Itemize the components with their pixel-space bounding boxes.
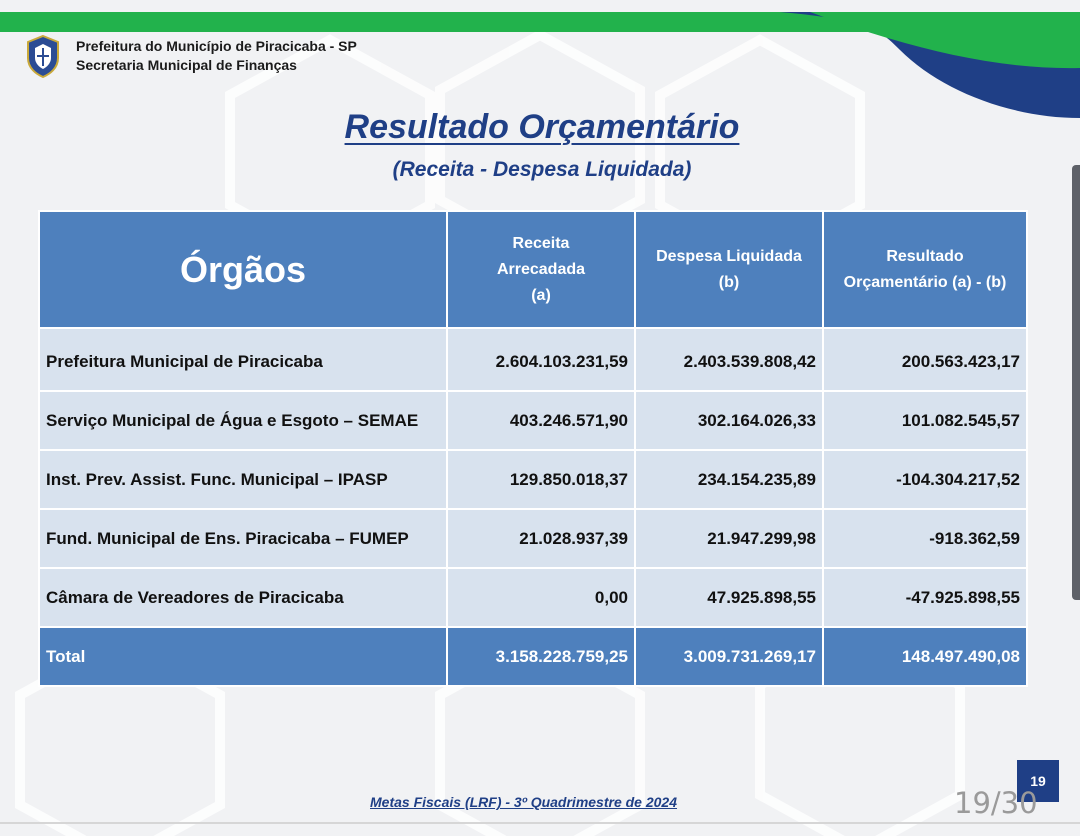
row-orgao: Câmara de Vereadores de Piracicaba: [39, 568, 447, 627]
footer-caption: Metas Fiscais (LRF) - 3º Quadrimestre de 2024: [370, 794, 678, 810]
side-scroll-tab[interactable]: [1072, 165, 1080, 600]
table-row: [39, 509, 1027, 568]
department-name: Secretaria Municipal de Finanças: [76, 57, 297, 73]
row-despesa: 302.164.026,33: [635, 391, 823, 450]
header-despesa: [635, 211, 823, 328]
page-counter: 19/30: [954, 786, 1038, 820]
corner-decoration: [780, 0, 1080, 120]
org-name: Prefeitura do Município de Piracicaba - SP: [76, 38, 357, 54]
row-resultado: -918.362,59: [823, 509, 1027, 568]
header-resultado: [823, 211, 1027, 328]
bottom-divider: [0, 822, 1080, 824]
total-resultado: 148.497.490,08: [823, 627, 1027, 686]
results-table: [38, 210, 1028, 687]
header-receita-line3: (a): [531, 286, 551, 304]
header-receita-line1: Receita: [512, 234, 570, 252]
page-title: Resultado Orçamentário: [344, 108, 740, 146]
slide-number-badge: 19: [1017, 760, 1059, 802]
row-despesa: 2.403.539.808,42: [635, 328, 823, 391]
header-resultado-line2: Orçamentário (a) - (b): [843, 273, 1007, 291]
row-orgao: Prefeitura Municipal de Piracicaba: [39, 328, 447, 391]
table-row: [39, 568, 1027, 627]
header-resultado-line1: Resultado: [886, 247, 964, 265]
header: [24, 34, 357, 78]
total-row: [39, 627, 1027, 686]
row-despesa: 21.947.299,98: [635, 509, 823, 568]
city-crest-icon: [24, 34, 62, 78]
header-despesa-line1: Despesa Liquidada: [656, 247, 802, 265]
table-row: [39, 450, 1027, 509]
row-orgao: Serviço Municipal de Água e Esgoto – SEMAE: [39, 391, 447, 450]
row-receita: 0,00: [447, 568, 635, 627]
header-receita: [447, 211, 635, 328]
row-receita: 2.604.103.231,59: [447, 328, 635, 391]
total-label: Total: [39, 627, 447, 686]
table-row: [39, 391, 1027, 450]
total-despesa: 3.009.731.269,17: [635, 627, 823, 686]
row-resultado: 200.563.423,17: [823, 328, 1027, 391]
row-despesa: 47.925.898,55: [635, 568, 823, 627]
header-orgaos: Órgãos: [39, 211, 447, 328]
row-despesa: 234.154.235,89: [635, 450, 823, 509]
header-receita-line2: Arrecadada: [496, 260, 586, 278]
total-receita: 3.158.228.759,25: [447, 627, 635, 686]
row-orgao: Fund. Municipal de Ens. Piracicaba – FUMEP: [39, 509, 447, 568]
row-resultado: 101.082.545,57: [823, 391, 1027, 450]
row-receita: 21.028.937,39: [447, 509, 635, 568]
row-receita: 403.246.571,90: [447, 391, 635, 450]
row-orgao: Inst. Prev. Assist. Func. Municipal – IPASP: [39, 450, 447, 509]
row-resultado: -47.925.898,55: [823, 568, 1027, 627]
page-subtitle: (Receita - Despesa Liquidada): [392, 158, 692, 181]
row-receita: 129.850.018,37: [447, 450, 635, 509]
header-despesa-line2: (b): [718, 273, 740, 291]
table-row: [39, 328, 1027, 391]
row-resultado: -104.304.217,52: [823, 450, 1027, 509]
table-header-row: [39, 211, 1027, 328]
